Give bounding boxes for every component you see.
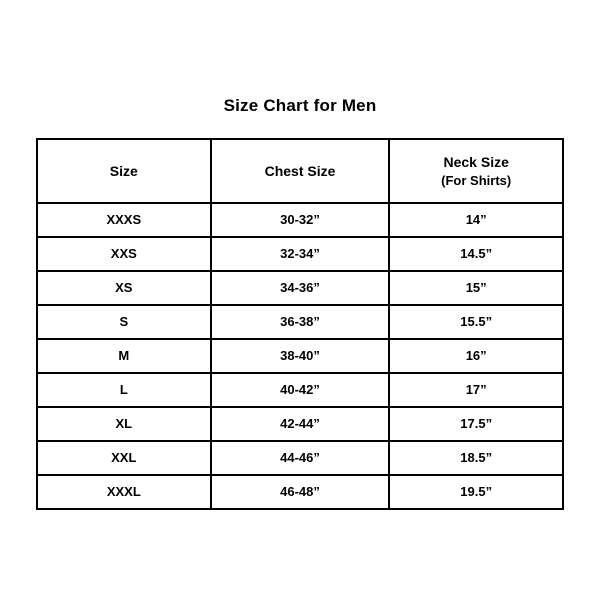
cell-neck: 14.5”	[389, 237, 563, 271]
table-row	[37, 407, 563, 441]
cell-neck: 14”	[389, 203, 563, 237]
size-chart-table	[36, 138, 564, 510]
cell-size: S	[37, 305, 211, 339]
table-row	[37, 203, 563, 237]
cell-size: XXL	[37, 441, 211, 475]
cell-size: XXXS	[37, 203, 211, 237]
cell-chest: 40-42”	[211, 373, 390, 407]
table-row	[37, 237, 563, 271]
cell-neck: 17”	[389, 373, 563, 407]
cell-chest: 34-36”	[211, 271, 390, 305]
cell-size: M	[37, 339, 211, 373]
cell-chest: 44-46”	[211, 441, 390, 475]
column-header-neck-size-label: Neck Size	[443, 153, 509, 170]
cell-chest: 42-44”	[211, 407, 390, 441]
cell-size: XS	[37, 271, 211, 305]
column-header-size	[37, 139, 211, 203]
cell-chest: 38-40”	[211, 339, 390, 373]
cell-size: XXS	[37, 237, 211, 271]
table-header-row	[37, 139, 563, 203]
cell-neck: 16”	[389, 339, 563, 373]
cell-size: L	[37, 373, 211, 407]
cell-chest: 32-34”	[211, 237, 390, 271]
table-row	[37, 475, 563, 509]
table-body	[37, 203, 563, 509]
cell-neck: 17.5”	[389, 407, 563, 441]
cell-neck: 15.5”	[389, 305, 563, 339]
column-header-neck-size	[389, 139, 563, 203]
table-header	[37, 139, 563, 203]
table-row	[37, 271, 563, 305]
column-header-neck-size-sublabel: (For Shirts)	[441, 172, 512, 188]
column-header-size-label: Size	[109, 162, 138, 179]
column-header-chest-size-label: Chest Size	[264, 162, 336, 179]
table-row	[37, 305, 563, 339]
cell-chest: 36-38”	[211, 305, 390, 339]
cell-chest: 46-48”	[211, 475, 390, 509]
cell-neck: 19.5”	[389, 475, 563, 509]
column-header-chest-size	[211, 139, 390, 203]
table-row	[37, 441, 563, 475]
table-row	[37, 373, 563, 407]
cell-neck: 15”	[389, 271, 563, 305]
table-row	[37, 339, 563, 373]
page-title: Size Chart for Men	[223, 96, 377, 115]
cell-neck: 18.5”	[389, 441, 563, 475]
cell-size: XL	[37, 407, 211, 441]
cell-chest: 30-32”	[211, 203, 390, 237]
cell-size: XXXL	[37, 475, 211, 509]
